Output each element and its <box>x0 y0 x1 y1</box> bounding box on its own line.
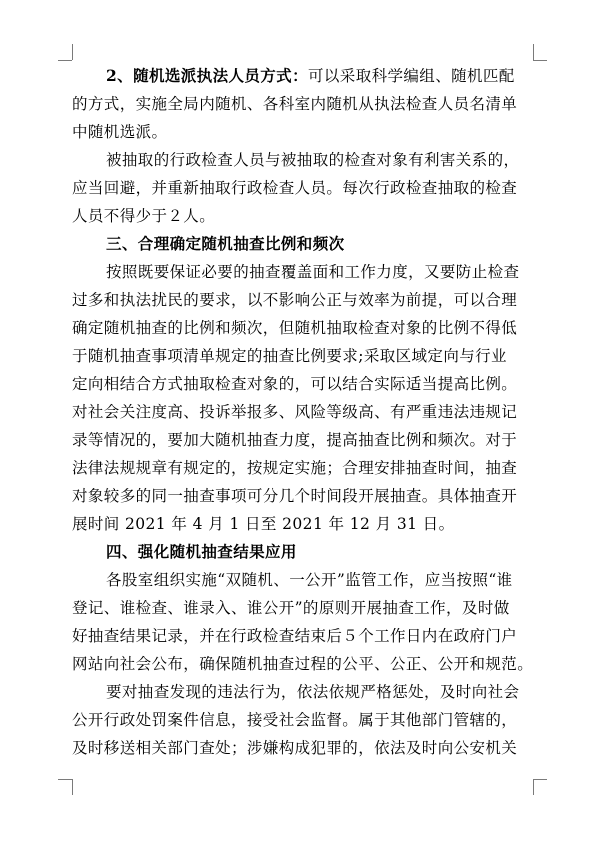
section4-line: 各股室组织实施“双随机、一公开”监管工作，应当按照“谁 <box>106 571 513 589</box>
section2-para2-line2: 应当回避，并重新抽取行政检查人员。每次行政检查抽取的检查 <box>72 179 518 197</box>
section4-line: 公开行政处罚案件信息，接受社会监督。属于其他部门管辖的， <box>72 711 518 729</box>
section3-heading: 三、合理确定随机抽查比例和频次 <box>106 235 345 253</box>
section3-line: 定向相结合方式抽取检查对象的，可以结合实际适当提高比例。 <box>72 375 518 393</box>
crop-mark-bottom-left-h <box>58 779 72 780</box>
section4-line: 网站向社会公布，确保随机抽查过程的公平、公正、公开和规范。 <box>72 655 534 673</box>
section2-line1 <box>0 66 605 86</box>
crop-mark-bottom-right-v <box>533 779 534 795</box>
crop-mark-top-right-v <box>533 44 534 60</box>
section3-line: 对象较多的同一抽查事项可分几个时间段开展抽查。具体抽查开 <box>72 487 518 505</box>
crop-mark-top-left-v <box>72 44 73 60</box>
section4-line: 好抽查结果记录，并在行政检查结束后５个工作日内在政府门户 <box>72 627 518 645</box>
crop-mark-bottom-left-v <box>72 779 73 795</box>
section3-line: 法律法规规章有规定的，按规定实施；合理安排抽查时间，抽查 <box>72 459 518 477</box>
section2-line2: 的方式，实施全局内随机、各科室内随机从执法检查人员名清单 <box>72 95 518 113</box>
section2-line3: 中随机选派。 <box>72 123 168 141</box>
section3-line: 展时间 2021 年 4 月 1 日至 2021 年 12 月 31 日。 <box>72 515 455 533</box>
section2-para2-line1: 被抽取的行政检查人员与被抽取的检查对象有利害关系的， <box>106 151 520 169</box>
section2-line1-text: 可以采取科学编组、随机匹配 <box>308 67 515 85</box>
section3-line: 于随机抽查事项清单规定的抽查比例要求;采取区域定向与行业 <box>72 347 507 365</box>
section2-heading: 2、随机选派执法人员方式： <box>106 66 308 85</box>
section3-line: 过多和执法扰民的要求，以不影响公正与效率为前提，可以合理 <box>72 291 518 309</box>
crop-mark-top-right-h <box>533 60 547 61</box>
section3-line: 录等情况的，要加大随机抽查力度，提高抽查比例和频次。对于 <box>72 431 518 449</box>
section4-heading: 四、强化随机抽查结果应用 <box>106 543 297 561</box>
section2-para2-line3: 人员不得少于２人。 <box>72 207 216 225</box>
section3-line: 对社会关注度高、投诉举报多、风险等级高、有严重违法违规记 <box>72 403 518 421</box>
section4-line: 及时移送相关部门查处；涉嫌构成犯罪的，依法及时向公安机关 <box>72 739 518 757</box>
section3-line: 按照既要保证必要的抽查覆盖面和工作力度，又要防止检查 <box>106 263 520 281</box>
section3-line: 确定随机抽查的比例和频次，但随机抽取检查对象的比例不得低 <box>72 319 518 337</box>
crop-mark-top-left-h <box>58 60 72 61</box>
section4-line: 登记、谁检查、谁录入、谁公开”的原则开展抽查工作，及时做 <box>72 599 510 617</box>
section4-line: 要对抽查发现的违法行为，依法依规严格惩处，及时向社会 <box>106 683 520 701</box>
crop-mark-bottom-right-h <box>533 779 547 780</box>
